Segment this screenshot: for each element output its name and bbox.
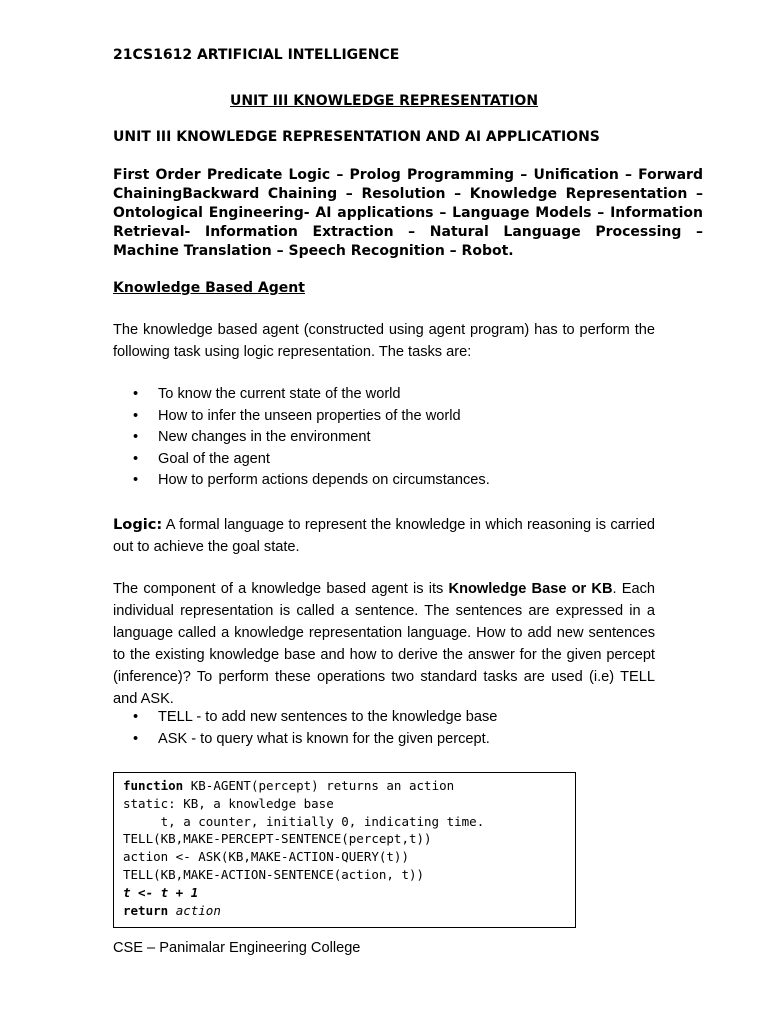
- code-line: t, a counter, initially 0, indicating time.: [123, 813, 485, 829]
- topics-list: First Order Predicate Logic – Prolog Programming – Unification – Forward ChainingBackward Chaining – Resolution – Knowledge Representation – Ontological Engineering- AI applications – Language Models – Information Retrieval- Information Extraction – Natural Language Processing – Machine Translation – Speech Recognition – Robot.: [113, 167, 703, 259]
- code-line: t <- t + 1: [123, 884, 199, 900]
- list-item: • How to perform actions depends on circumstances.: [113, 470, 490, 492]
- code-keyword: function: [123, 778, 184, 793]
- logic-paragraph: [113, 514, 655, 558]
- unit-title: UNIT III KNOWLEDGE REPRESENTATION AND AI APPLICATIONS: [113, 129, 600, 145]
- logic-label: Logic:: [113, 516, 163, 533]
- code-line: action <- ASK(KB,MAKE-ACTION-QUERY(t)): [123, 849, 409, 865]
- code-line: TELL(KB,MAKE-PERCEPT-SENTENCE(percept,t)): [123, 831, 432, 847]
- list-item: • Goal of the agent: [113, 449, 490, 471]
- code-keyword: return: [123, 902, 169, 918]
- kb-text-2: . Each individual representation is called a sentence. The sentences are expressed in a language called a knowledge representation language. How to add new sentences to the existing knowledge base and how to derive the answer for the given percept (inference)? To perform these operations two standard tasks are used (i.e) TELL and ASK.: [113, 581, 656, 707]
- intro-paragraph: The knowledge based agent (constructed using agent program) has to perform the following task using logic representation. The tasks are:: [113, 322, 655, 360]
- unit-heading: UNIT III KNOWLEDGE REPRESENTATION: [229, 93, 539, 109]
- operations-list: [113, 707, 497, 750]
- code-line: return action: [123, 902, 221, 918]
- course-title: 21CS1612 ARTIFICIAL INTELLIGENCE: [113, 47, 400, 63]
- kb-paragraph: [113, 578, 655, 710]
- kb-term: Knowledge Base or KB: [448, 581, 613, 597]
- section-heading: Knowledge Based Agent: [113, 280, 305, 296]
- task-list: [113, 384, 490, 492]
- logic-text: A formal language to represent the knowledge in which reasoning is carried out to achieve the goal state.: [113, 517, 655, 555]
- list-item: • ASK - to query what is known for the given percept.: [113, 729, 497, 751]
- list-item: • How to infer the unseen properties of the world: [113, 406, 490, 428]
- list-item: • To know the current state of the world: [113, 384, 490, 406]
- list-item: • TELL - to add new sentences to the knowledge base: [113, 707, 497, 729]
- code-line: TELL(KB,MAKE-ACTION-SENTENCE(action, t)): [123, 866, 425, 882]
- list-item: • New changes in the environment: [113, 427, 490, 449]
- code-line: static: KB, a knowledge base: [123, 795, 334, 811]
- pseudocode-box: [113, 772, 576, 928]
- page-footer: CSE – Panimalar Engineering College: [113, 940, 361, 956]
- code-line: function KB-AGENT(percept) returns an action: [123, 778, 455, 793]
- kb-text-1: The component of a knowledge based agent is its: [113, 581, 449, 597]
